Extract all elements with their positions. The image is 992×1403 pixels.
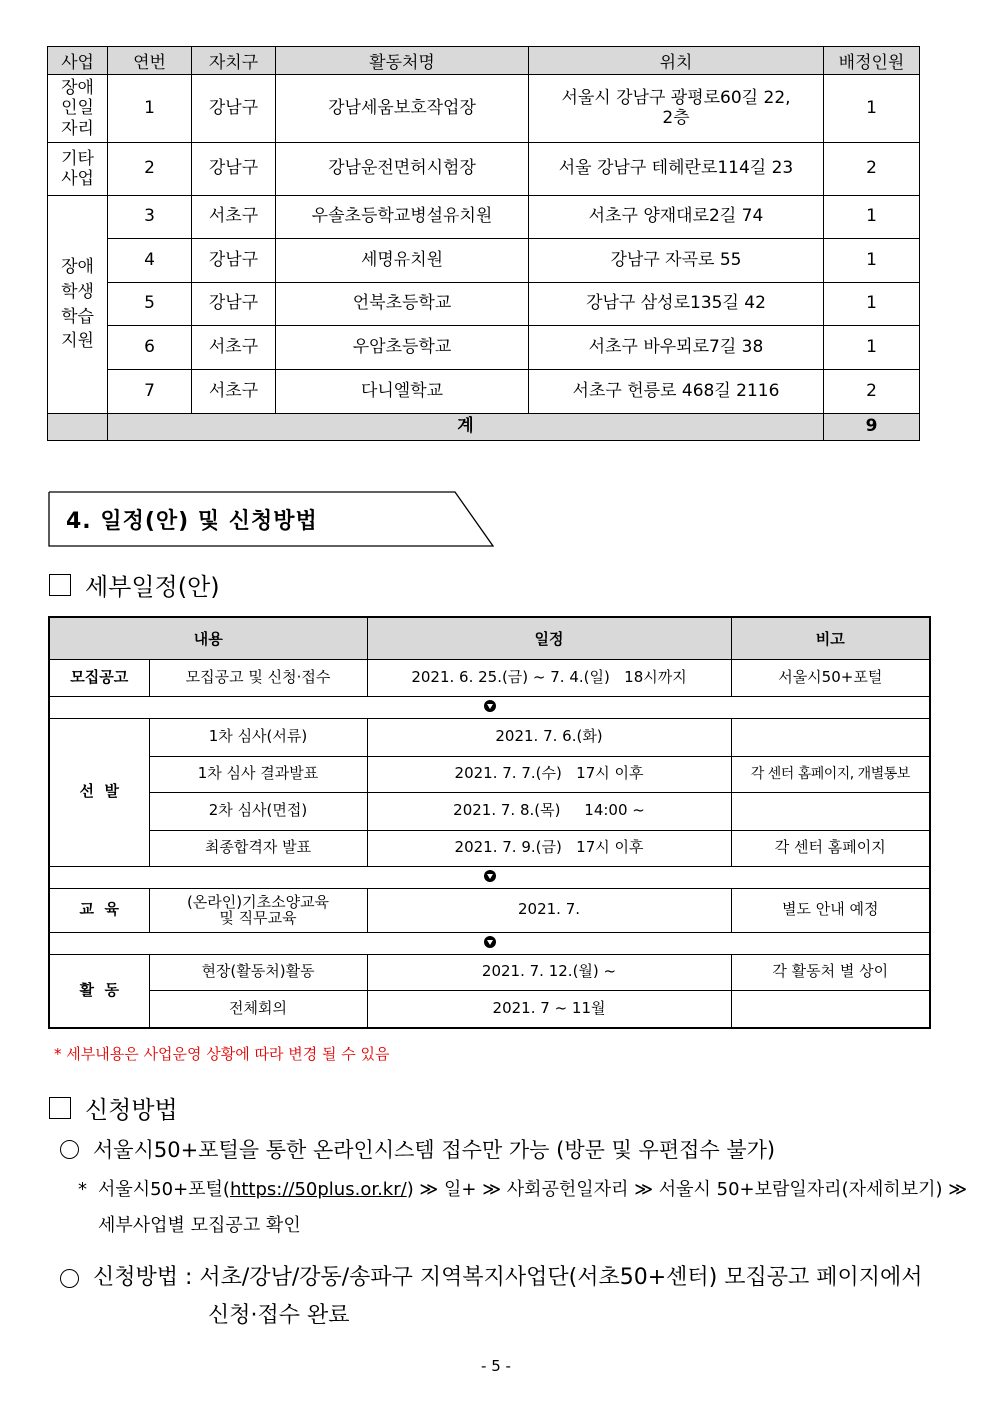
- col-header-business: 사업: [48, 47, 108, 75]
- square-bullet-icon: [49, 1097, 71, 1119]
- row-no: 4: [108, 239, 192, 283]
- row-item: 모집공고 및 신청·접수: [149, 659, 367, 696]
- table-row: [48, 370, 920, 414]
- row-item: 1차 심사(서류): [149, 718, 367, 756]
- apply-heading: [49, 1090, 178, 1125]
- row-district: 서초구: [192, 370, 276, 414]
- row-no: 6: [108, 326, 192, 370]
- apply-method-2-line-2: 신청·접수 완료: [208, 1303, 350, 1328]
- row-district: 강남구: [192, 283, 276, 326]
- row-item: 최종합격자 발표: [149, 830, 367, 866]
- table-row: [49, 954, 930, 990]
- table-row: [49, 990, 930, 1028]
- col-header-count: 배정인원: [824, 47, 920, 75]
- col-header-no: 연번: [108, 47, 192, 75]
- row-note: [731, 718, 930, 756]
- table-row: [48, 75, 920, 143]
- apply-heading-text: 신청방법: [85, 1096, 178, 1124]
- row-site-name: 우암초등학교: [276, 326, 529, 370]
- portal-link[interactable]: https://50plus.or.kr/: [229, 1179, 407, 1200]
- apply-method-1: [60, 1134, 775, 1164]
- col-header-content: 내용: [49, 617, 367, 659]
- col-header-site-name: 활동처명: [276, 47, 529, 75]
- arrow-row: [49, 696, 930, 718]
- row-no: 7: [108, 370, 192, 414]
- section-title: 4. 일정(안) 및 신청방법: [66, 509, 318, 534]
- row-location: 서울 강남구 테헤란로114길 23: [529, 143, 824, 196]
- row-no: 3: [108, 196, 192, 239]
- circle-bullet-icon: [60, 1269, 79, 1288]
- row-note: 각 센터 홈페이지, 개별통보: [731, 756, 930, 792]
- business-group-cell: 기타 사업: [48, 143, 108, 196]
- row-date: 2021. 7. 6.(화): [367, 718, 731, 756]
- row-site-name: 우솔초등학교병설유치원: [276, 196, 529, 239]
- down-arrow-icon: [484, 870, 496, 882]
- table-row: [49, 718, 930, 756]
- apply-method-1-text: 서울시50+포털을 통한 온라인시스템 접수만 가능 (방문 및 우편접수 불가): [93, 1138, 776, 1162]
- row-item: 전체회의: [149, 990, 367, 1028]
- col-header-schedule: 일정: [367, 617, 731, 659]
- detail-line: [78, 1172, 967, 1208]
- row-district: 강남구: [192, 143, 276, 196]
- table-row: [48, 239, 920, 283]
- row-item: 1차 심사 결과발표: [149, 756, 367, 792]
- row-location: 강남구 삼성로135길 42: [529, 283, 824, 326]
- row-district: 서초구: [192, 196, 276, 239]
- apply-method-2: [60, 1259, 923, 1335]
- row-count: 2: [824, 143, 920, 196]
- circle-bullet-icon: [60, 1140, 79, 1159]
- row-date: 2021. 7.: [367, 888, 731, 932]
- square-bullet-icon: [49, 574, 71, 596]
- table-row: [48, 196, 920, 239]
- down-arrow-icon: [484, 700, 496, 712]
- table-row: [49, 888, 930, 932]
- row-date: 2021. 7. 7.(수) 17시 이후: [367, 756, 731, 792]
- category-selection: 선 발: [49, 718, 149, 866]
- row-note: 각 활동처 별 상이: [731, 954, 930, 990]
- table-row: [49, 830, 930, 866]
- schedule-heading: [49, 567, 220, 602]
- col-header-district: 자치구: [192, 47, 276, 75]
- business-group-cell: 장애 학생 학습 지원: [48, 196, 108, 414]
- table-header-row: [48, 47, 920, 75]
- row-district: 강남구: [192, 75, 276, 143]
- row-location: 서초구 양재대로2길 74: [529, 196, 824, 239]
- row-item: 현장(활동처)활동: [149, 954, 367, 990]
- category-education: 교 육: [49, 888, 149, 932]
- apply-method-2-row: [60, 1259, 923, 1297]
- page-number: - 5 -: [481, 1357, 511, 1375]
- row-site-name: 강남세움보호작업장: [276, 75, 529, 143]
- table-row: [48, 143, 920, 196]
- category-recruit: 모집공고: [49, 659, 149, 696]
- row-no: 1: [108, 75, 192, 143]
- arrow-cell: [49, 932, 930, 954]
- row-district: 서초구: [192, 326, 276, 370]
- detail-prefix: 서울시50+포털(: [98, 1179, 230, 1200]
- table-row: [49, 756, 930, 792]
- row-item-line: 및 직무교육: [219, 909, 297, 927]
- row-site-name: 강남운전면허시험장: [276, 143, 529, 196]
- row-item: [149, 888, 367, 932]
- row-date: 2021. 7 ~ 11월: [367, 990, 731, 1028]
- total-blank-cell: [48, 414, 108, 441]
- row-date: 2021. 6. 25.(금) ~ 7. 4.(일) 18시까지: [367, 659, 731, 696]
- row-count: 2: [824, 370, 920, 414]
- row-location: 서초구 바우뫼로7길 38: [529, 326, 824, 370]
- row-note: 별도 안내 예정: [731, 888, 930, 932]
- section-heading: [48, 491, 494, 547]
- row-count: 1: [824, 75, 920, 143]
- arrow-cell: [49, 866, 930, 888]
- row-location: 강남구 자곡로 55: [529, 239, 824, 283]
- row-site-name: 다니엘학교: [276, 370, 529, 414]
- row-item-line: (온라인)기초소양교육: [186, 892, 330, 911]
- total-label: 계: [108, 414, 824, 441]
- total-value: 9: [824, 414, 920, 441]
- row-note: 서울시50+포털: [731, 659, 930, 696]
- row-count: 1: [824, 283, 920, 326]
- row-no: 2: [108, 143, 192, 196]
- row-location: 서울시 강남구 광평로60길 22, 2층: [529, 75, 824, 143]
- table-row: [48, 283, 920, 326]
- down-arrow-icon: [484, 936, 496, 948]
- asterisk-bullet: *: [78, 1179, 87, 1200]
- detail-path: ) ≫ 일+ ≫ 사회공헌일자리 ≫ 서울시 50+보람일자리(자세히보기) ≫: [406, 1179, 968, 1200]
- apply-method-2-text: 신청방법 : 서초/강남/강동/송파구 지역복지사업단(서초50+센터) 모집공고 페이지에서: [93, 1265, 923, 1290]
- col-header-location: 위치: [529, 47, 824, 75]
- row-count: 1: [824, 239, 920, 283]
- table-row: [48, 326, 920, 370]
- schedule-table: [48, 616, 931, 1029]
- row-date: 2021. 7. 9.(금) 17시 이후: [367, 830, 731, 866]
- detail-line-2: 세부사업별 모집공고 확인: [98, 1215, 301, 1236]
- row-site-name: 세명유치원: [276, 239, 529, 283]
- arrow-row: [49, 866, 930, 888]
- col-header-remarks: 비고: [731, 617, 930, 659]
- apply-method-1-detail: [78, 1172, 967, 1244]
- placement-table: [47, 46, 920, 441]
- row-count: 1: [824, 326, 920, 370]
- row-item: 2차 심사(면접): [149, 792, 367, 830]
- row-site-name: 언북초등학교: [276, 283, 529, 326]
- row-location: 서초구 헌릉로 468길 2116: [529, 370, 824, 414]
- business-group-cell: 장애 인일 자리: [48, 75, 108, 143]
- row-date: 2021. 7. 8.(목) 14:00 ~: [367, 792, 731, 830]
- row-note: 각 센터 홈페이지: [731, 830, 930, 866]
- row-note: [731, 792, 930, 830]
- schedule-footnote: * 세부내용은 사업운영 상황에 따라 변경 될 수 있음: [54, 1045, 390, 1063]
- row-no: 5: [108, 283, 192, 326]
- row-date: 2021. 7. 12.(월) ~: [367, 954, 731, 990]
- total-row: [48, 414, 920, 441]
- arrow-row: [49, 932, 930, 954]
- schedule-heading-text: 세부일정(안): [85, 573, 220, 601]
- row-count: 1: [824, 196, 920, 239]
- table-row: [49, 659, 930, 696]
- row-district: 강남구: [192, 239, 276, 283]
- table-header-row: [49, 617, 930, 659]
- arrow-cell: [49, 696, 930, 718]
- category-activity: 활 동: [49, 954, 149, 1028]
- table-row: [49, 792, 930, 830]
- row-note: [731, 990, 930, 1028]
